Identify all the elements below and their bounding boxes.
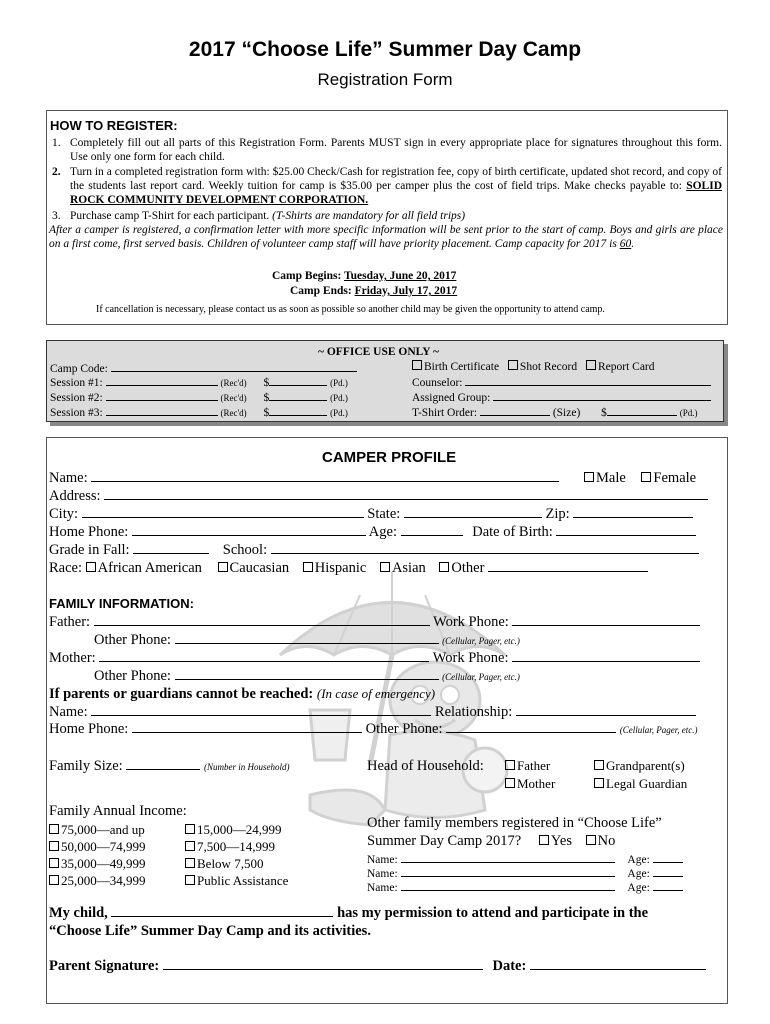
school-input[interactable] <box>271 542 699 554</box>
mother-work-phone-input[interactable] <box>512 650 700 662</box>
office-use-heading: ~ OFFICE USE ONLY ~ <box>318 346 440 358</box>
income-25000-label: 25,000—34,999 <box>61 873 146 888</box>
race-asian-checkbox[interactable] <box>380 562 390 572</box>
session3-recd: (Rec'd) <box>220 408 247 418</box>
camp-begins-date: Tuesday, June 20, 2017 <box>344 270 457 282</box>
dob-label: Date of Birth: <box>472 524 553 540</box>
notice-body: After a camper is registered, a confirmation letter with more specific information will be sent prior to the start of camp. Boys and girls are place on a first come, first served basis. Children of volunteer camp staff will have priority placement. Camp capacity for 2017 is <box>49 224 723 250</box>
mother-phone-note: (Cellular, Pager, etc.) <box>442 672 520 682</box>
race-asian-label: Asian <box>391 560 426 576</box>
counselor-label: Counselor: <box>412 377 463 389</box>
how-to-register-heading: HOW TO REGISTER: <box>50 118 178 133</box>
race-other-label: Other <box>451 560 485 576</box>
emergency-name-label: Name: <box>49 704 88 720</box>
item3-body: Purchase camp T-Shirt for each participant. <box>70 210 270 222</box>
mother-work-phone-label: Work Phone: <box>432 650 509 666</box>
grade-input[interactable] <box>133 542 209 554</box>
family-size-label: Family Size: <box>49 758 123 774</box>
grade-label: Grade in Fall: <box>49 542 130 558</box>
address-field <box>49 488 708 505</box>
my-child-label: My child, <box>49 905 108 921</box>
gender-options <box>584 470 696 487</box>
tshirt-dollar: $ <box>601 407 607 419</box>
city-label: City: <box>49 506 79 522</box>
father-work-phone-input[interactable] <box>512 614 700 626</box>
other-members-yes-checkbox[interactable] <box>539 835 549 845</box>
tshirt-paid-input[interactable] <box>607 404 677 416</box>
father-other-phone-input[interactable] <box>175 632 439 644</box>
income-below-7500-label: Below 7,500 <box>197 856 264 871</box>
emergency-phone-row <box>49 721 698 738</box>
tshirt-order-field <box>412 404 698 420</box>
member2-name-label: Name: <box>367 868 398 880</box>
hoh-mother-checkbox[interactable] <box>505 778 515 788</box>
income-25000-checkbox[interactable] <box>49 875 59 885</box>
father-other-phone-label: Other Phone: <box>94 632 171 648</box>
race-caucasian-label: Caucasian <box>229 560 290 576</box>
mother-label: Mother: <box>49 650 96 666</box>
other-members-no-checkbox[interactable] <box>586 835 596 845</box>
race-other-checkbox[interactable] <box>439 562 449 572</box>
session1-dollar: $ <box>263 377 270 389</box>
emergency-home-phone-label: Home Phone: <box>49 721 129 737</box>
race-african-american-label: African American <box>97 560 202 576</box>
mother-other-phone-input[interactable] <box>175 668 439 680</box>
female-label: Female <box>653 470 697 486</box>
camper-name-field <box>49 470 559 487</box>
income-50000-label: 50,000—74,999 <box>61 839 146 854</box>
income-below-7500-checkbox[interactable] <box>185 858 195 868</box>
mother-other-phone-row <box>94 668 520 685</box>
other-members-no-label: No <box>597 833 616 849</box>
mother-name-input[interactable] <box>99 650 429 662</box>
income-option <box>185 856 263 872</box>
income-option <box>49 856 146 872</box>
income-public-assistance-checkbox[interactable] <box>185 875 195 885</box>
item2-number: 2. <box>52 166 61 178</box>
birth-cert-checkbox[interactable] <box>412 360 422 370</box>
payable-to: SOLID ROCK COMMUNITY DEVELOPMENT CORPORATION. <box>70 180 723 206</box>
race-caucasian-checkbox[interactable] <box>218 562 228 572</box>
mother-row <box>49 650 700 667</box>
hoh-father-option <box>505 758 550 774</box>
cancellation-note: If cancellation is necessary, please contact us as soon as possible so another child may be given the opportunity to attend camp. <box>96 304 605 315</box>
income-option <box>185 873 288 889</box>
father-phone-note: (Cellular, Pager, etc.) <box>442 636 520 646</box>
tshirt-size-label: (Size) <box>552 407 581 419</box>
camper-age-label: Age: <box>368 524 397 540</box>
session3-input[interactable] <box>106 404 218 416</box>
notice-period: . <box>631 238 635 250</box>
item3-note: (T-Shirts are mandatory for all field trips) <box>272 210 466 222</box>
item3-text <box>70 209 465 223</box>
race-hispanic-label: Hispanic <box>314 560 367 576</box>
registration-notice <box>49 223 723 251</box>
hoh-guardian-label: Legal Guardian <box>606 776 688 791</box>
session1-paid-input[interactable] <box>269 374 327 386</box>
camper-home-phone-label: Home Phone: <box>49 524 129 540</box>
zip-input[interactable] <box>573 506 693 518</box>
income-option <box>185 822 282 838</box>
camp-begins <box>272 269 456 283</box>
dob-input[interactable] <box>556 524 696 536</box>
income-15000-label: 15,000—24,999 <box>197 822 282 837</box>
city-state-zip-row <box>49 506 693 523</box>
camp-capacity: 60 <box>619 238 632 250</box>
member3-name-label: Name: <box>367 882 398 894</box>
race-african-american-checkbox[interactable] <box>86 562 96 572</box>
session2-recd: (Rec'd) <box>220 393 247 403</box>
race-hispanic-checkbox[interactable] <box>303 562 313 572</box>
camp-ends-date: Friday, July 17, 2017 <box>354 285 458 297</box>
address-input[interactable] <box>104 488 708 500</box>
session1-input[interactable] <box>106 374 218 386</box>
emergency-heading <box>49 686 435 703</box>
income-option <box>185 839 275 855</box>
hoh-father-label: Father <box>517 758 551 773</box>
session2-dollar: $ <box>263 392 270 404</box>
hoh-grandparent-checkbox[interactable] <box>594 760 604 770</box>
camp-ends-label: Camp Ends: <box>290 285 352 297</box>
address-label: Address: <box>49 488 101 504</box>
father-label: Father: <box>49 614 91 630</box>
emergency-heading-text: If parents or guardians cannot be reached: <box>49 686 314 702</box>
session2-paid-input[interactable] <box>269 389 327 401</box>
other-members-question-line2 <box>367 833 615 850</box>
emergency-name-input[interactable] <box>91 704 431 716</box>
female-checkbox[interactable] <box>641 472 651 482</box>
page-subtitle: Registration Form <box>317 70 453 89</box>
income-50000-checkbox[interactable] <box>49 841 59 851</box>
father-other-phone-row <box>94 632 520 649</box>
report-card-checkbox[interactable] <box>586 360 596 370</box>
race-other-input[interactable] <box>488 560 648 572</box>
income-public-assistance-label: Public Assistance <box>197 873 289 888</box>
income-option <box>49 839 146 855</box>
head-of-household-label: Head of Household: <box>367 758 484 774</box>
shot-record-checkbox[interactable] <box>508 360 518 370</box>
income-option <box>49 873 146 889</box>
emergency-home-phone-input[interactable] <box>132 721 362 733</box>
member1-name-label: Name: <box>367 854 398 866</box>
item1-number: 1. <box>52 137 61 149</box>
session2-row <box>50 389 348 405</box>
race-row <box>49 560 648 577</box>
relationship-input[interactable] <box>516 704 696 716</box>
school-label: School: <box>222 542 268 558</box>
household-note: (Number in Household) <box>203 762 290 772</box>
parent-signature-label: Parent Signature: <box>49 958 160 974</box>
camper-home-phone-input[interactable] <box>132 524 366 536</box>
hoh-guardian-checkbox[interactable] <box>594 778 604 788</box>
tshirt-pd: (Pd.) <box>679 408 698 418</box>
income-75000-checkbox[interactable] <box>49 824 59 834</box>
session3-pd: (Pd.) <box>330 408 348 418</box>
hoh-grandparent-option <box>594 758 685 774</box>
counselor-input[interactable] <box>465 374 711 386</box>
office-documents-row <box>412 360 655 374</box>
report-card-label: Report Card <box>597 361 655 373</box>
family-size-row <box>49 758 289 775</box>
state-label: State: <box>367 506 401 522</box>
member3-age-input[interactable] <box>653 879 683 891</box>
member-row <box>367 879 683 895</box>
member1-age-input[interactable] <box>653 851 683 863</box>
item2-body: Turn in a completed registration form with: $25.00 Check/Cash for registration fee, copy of birth certificate, updated shot record, and copy of the students last report card. Weekly tuition for camp is $35.00 per camper plus the cost of field trips. Make checks payable to: <box>70 166 722 192</box>
camper-name-input[interactable] <box>91 470 559 482</box>
relationship-label: Relationship: <box>434 704 513 720</box>
member2-age-label: Age: <box>627 868 650 880</box>
session2-input[interactable] <box>106 389 218 401</box>
hoh-mother-option <box>505 776 555 792</box>
counselor-field <box>412 374 711 390</box>
page-title: 2017 “Choose Life” Summer Day Camp <box>188 38 582 61</box>
signature-row <box>49 958 706 975</box>
assigned-group-field <box>412 389 711 405</box>
zip-label: Zip: <box>545 506 570 522</box>
session3-row <box>50 404 348 420</box>
session3-dollar: $ <box>263 407 270 419</box>
father-work-phone-label: Work Phone: <box>433 614 509 630</box>
member2-age-input[interactable] <box>653 865 683 877</box>
other-members-yes-label: Yes <box>550 833 572 849</box>
income-7500-label: 7,500—14,999 <box>197 839 275 854</box>
male-label: Male <box>596 470 626 486</box>
camp-ends <box>290 284 457 298</box>
camp-code-label: Camp Code: <box>50 363 108 375</box>
emergency-other-phone-label: Other Phone: <box>365 721 443 737</box>
camper-profile-heading: CAMPER PROFILE <box>322 449 457 466</box>
item1-text: Completely fill out all parts of this Registration Form. Parents MUST sign in every appropriate place for signatures throughout this form. Use only one form for each child. <box>70 137 722 163</box>
permission-line1 <box>49 905 648 922</box>
member3-age-label: Age: <box>627 882 650 894</box>
parent-signature-input[interactable] <box>163 958 483 970</box>
member3-name-input[interactable] <box>401 879 615 891</box>
emergency-other-phone-input[interactable] <box>446 721 616 733</box>
tshirt-order-input[interactable] <box>480 404 550 416</box>
item2-text <box>70 165 722 207</box>
other-members-q2-text: Summer Day Camp 2017? <box>367 833 522 849</box>
hoh-grandparent-label: Grandparent(s) <box>606 758 685 773</box>
race-label: Race: <box>49 560 83 576</box>
income-7500-checkbox[interactable] <box>185 841 195 851</box>
state-input[interactable] <box>404 506 542 518</box>
birth-cert-label: Birth Certificate <box>424 361 500 373</box>
income-75000-label: 75,000—and up <box>61 822 145 837</box>
income-35000-checkbox[interactable] <box>49 858 59 868</box>
session1-pd: (Pd.) <box>330 378 348 388</box>
other-members-question: Other family members registered in “Choose Life” <box>367 815 662 831</box>
session3-paid-input[interactable] <box>269 404 327 416</box>
phone-age-dob-row <box>49 524 696 541</box>
permission-line2: “Choose Life” Summer Day Camp and its activities. <box>49 923 371 939</box>
session1-label: Session #1: <box>50 377 103 389</box>
grade-school-row <box>49 542 699 559</box>
male-checkbox[interactable] <box>584 472 594 482</box>
family-size-input[interactable] <box>126 758 200 770</box>
father-name-input[interactable] <box>94 614 430 626</box>
income-label: Family Annual Income: <box>49 803 187 819</box>
emergency-note: (In case of emergency) <box>316 686 436 701</box>
income-35000-label: 35,000—49,999 <box>61 856 146 871</box>
permission-text: has my permission to attend and participate in the <box>337 905 649 921</box>
hoh-guardian-option <box>594 776 687 792</box>
assigned-group-label: Assigned Group: <box>412 392 491 404</box>
session1-recd: (Rec'd) <box>220 378 247 388</box>
camper-name-label: Name: <box>49 470 88 486</box>
session1-row <box>50 374 348 390</box>
emergency-name-row <box>49 704 696 721</box>
member1-age-label: Age: <box>627 854 650 866</box>
session3-label: Session #3: <box>50 407 103 419</box>
signature-date-label: Date: <box>492 958 527 974</box>
child-name-permission-input[interactable] <box>111 905 333 917</box>
tshirt-order-label: T-Shirt Order: <box>412 407 478 419</box>
hoh-father-checkbox[interactable] <box>505 760 515 770</box>
family-info-heading: FAMILY INFORMATION: <box>49 596 194 611</box>
city-input[interactable] <box>82 506 364 518</box>
session2-pd: (Pd.) <box>330 393 348 403</box>
member1-name-input[interactable] <box>401 851 615 863</box>
shot-record-label: Shot Record <box>519 361 578 373</box>
income-option <box>49 822 145 838</box>
camper-age-input[interactable] <box>401 524 463 536</box>
member2-name-input[interactable] <box>401 865 615 877</box>
emergency-phone-note: (Cellular, Pager, etc.) <box>619 725 698 735</box>
father-row <box>49 614 700 631</box>
item3-number: 3. <box>52 210 61 222</box>
assigned-group-input[interactable] <box>493 389 711 401</box>
mother-other-phone-label: Other Phone: <box>94 668 171 684</box>
camp-begins-label: Camp Begins: <box>272 270 342 282</box>
hoh-mother-label: Mother <box>517 776 556 791</box>
income-15000-checkbox[interactable] <box>185 824 195 834</box>
signature-date-input[interactable] <box>530 958 706 970</box>
session2-label: Session #2: <box>50 392 103 404</box>
camp-code-input[interactable] <box>111 360 357 372</box>
